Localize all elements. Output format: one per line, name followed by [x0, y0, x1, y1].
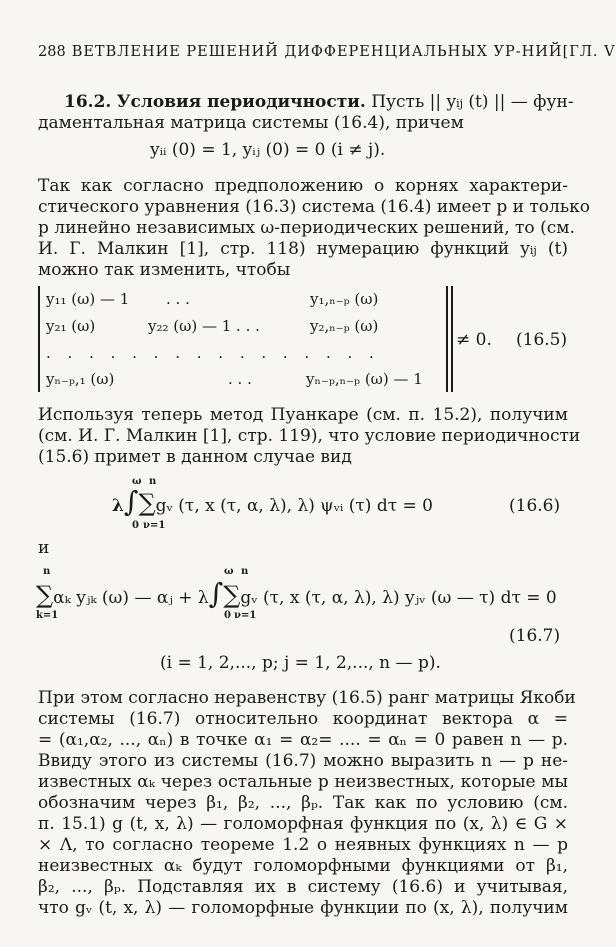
- section-lead: Пусть || y: [371, 92, 457, 112]
- integral-sign: ∫: [123, 485, 139, 518]
- text-line: что gᵥ (t, x, λ) — голоморфные функции по (x, λ), получим: [38, 898, 568, 918]
- text-line: обозначим через β₁, β₂, ..., βₚ. Так как по условию (см.: [38, 793, 568, 813]
- matrix-cell: y₂₂ (ω) — 1 . . .: [148, 317, 260, 335]
- text-line: p линейно независимых ω-периодических решений, то (см.: [38, 218, 575, 238]
- sum-lower-limit: k=1: [36, 610, 59, 621]
- text-line: = (α₁,α₂, ..., αₙ) в точке α₁ = α₂= .... = αₙ = 0 равен n — p.: [38, 730, 568, 750]
- determinant-right-bar-2: [451, 286, 453, 392]
- text-line: × Λ, то согласно теореме 1.2 о неявных функциях n — p: [38, 835, 568, 855]
- integral-upper-limit: ω: [132, 476, 142, 487]
- text-line: даментальная матрица системы (16.4), причем: [38, 113, 464, 133]
- equation-right: gᵥ (τ, x (τ, α, λ), λ) yⱼᵥ (ω — τ) dτ = 0: [240, 588, 557, 608]
- page-number: 288: [38, 44, 66, 60]
- matrix-cell: y₁₁ (ω) — 1: [46, 290, 130, 308]
- text-line: стического уравнения (16.3) система (16.4) имеет p и только: [38, 197, 590, 217]
- text-line: (см. И. Г. Малкин [1], стр. 119), что условие периодичности: [38, 426, 581, 446]
- text-line: неизвестных αₖ будут голоморфными функциями от β₁,: [38, 856, 568, 876]
- equation-left: αₖ yⱼₖ (ω) — αⱼ + λ: [53, 588, 209, 608]
- matrix-dots-row: . . . . . . . . . . . . . . . .: [46, 344, 380, 362]
- sum-lower-limit: ν=1: [234, 610, 257, 621]
- chapter-ref: [ГЛ. V: [562, 44, 616, 60]
- subscript-ij: ij: [529, 244, 537, 257]
- text-fragment: И. Г. Малкин [1], стр. 118) нумерацию функций y: [38, 239, 530, 259]
- matrix-cell: yₙ₋ₚ,ₙ₋ₚ (ω) — 1: [306, 370, 423, 388]
- equation-body: [112, 485, 433, 518]
- integral-sign: ∫: [208, 577, 224, 610]
- text-line: И. Г. Малкин [1], стр. 118) нумерацию функций yij (t): [38, 239, 568, 259]
- text-line: можно так изменить, чтобы: [38, 260, 291, 280]
- text-line: Так как согласно предположению о корнях характери-: [38, 176, 568, 196]
- equation-expression: gᵥ (τ, x (τ, α, λ), λ) ψᵥᵢ (τ) dτ = 0: [155, 496, 433, 516]
- text-line: системы (16.7) относительно координат вектора α =: [38, 709, 568, 729]
- determinant-not-zero: ≠ 0.: [456, 330, 492, 350]
- text-line: п. 15.1) g (t, x, λ) — голоморфная функция по (x, λ) ∈ G ×: [38, 814, 568, 834]
- sum-lower-limit: ν=1: [143, 520, 166, 531]
- text-line: (15.6) примет в данном случае вид: [38, 447, 352, 467]
- text-line: Ввиду этого из системы (16.7) можно выразить n — p не-: [38, 751, 568, 771]
- equation-body: [36, 577, 557, 610]
- matrix-cell: y₁,ₙ₋ₚ (ω): [310, 290, 379, 308]
- running-header: [38, 44, 616, 60]
- matrix-cell: . . .: [166, 290, 190, 308]
- equation-index-range: (i = 1, 2,..., p; j = 1, 2,..., n — p).: [160, 653, 441, 673]
- section-number: 16.2.: [64, 92, 112, 112]
- equation-label: (16.6): [509, 496, 561, 516]
- text-line: β₂, ..., βₚ. Подставляя их в систему (16.6) и учитывая,: [38, 877, 568, 897]
- lambda-symbol: λ: [112, 496, 124, 516]
- text-line: При этом согласно неравенству (16.5) ранг матрицы Якоби: [38, 688, 576, 708]
- section-lead-rest: (t) || — фун-: [463, 92, 574, 112]
- section-title: Условия периодичности.: [116, 92, 366, 112]
- integral-lower-limit: 0: [224, 610, 231, 621]
- matrix-cell: . . .: [228, 370, 252, 388]
- integral-upper-limit: ω: [224, 566, 234, 577]
- determinant-16-5: [38, 286, 568, 398]
- determinant-left-bar: [38, 286, 40, 392]
- sum-sign: ∑: [138, 489, 156, 517]
- matrix-cell: yₙ₋ₚ,₁ (ω): [46, 370, 115, 388]
- running-title: ВЕТВЛЕНИЕ РЕШЕНИЙ ДИФФЕРЕНЦИАЛЬНЫХ УР-НИЙ: [71, 44, 563, 60]
- section-heading-line: [64, 92, 574, 114]
- equation-label: (16.5): [516, 330, 568, 350]
- equation-initial-conditions: yᵢᵢ (0) = 1, yᵢⱼ (0) = 0 (i ≠ j).: [150, 140, 386, 160]
- matrix-cell: y₂,ₙ₋ₚ (ω): [310, 317, 379, 335]
- subscript-ij: ij: [456, 97, 464, 110]
- sum-sign: ∑: [36, 581, 54, 609]
- sum-upper-limit: n: [241, 566, 249, 577]
- text-line: Используя теперь метод Пуанкаре (см. п. 15.2), получим: [38, 405, 568, 425]
- sum-upper-limit: n: [149, 476, 157, 487]
- text-line: и: [38, 538, 50, 558]
- sum-upper-limit: n: [43, 566, 51, 577]
- sum-sign: ∑: [223, 581, 241, 609]
- integral-lower-limit: 0: [132, 520, 139, 531]
- equation-label: (16.7): [509, 626, 561, 646]
- text-line: известных αₖ через остальные p неизвестных, которые мы: [38, 772, 568, 792]
- matrix-cell: y₂₁ (ω): [46, 317, 96, 335]
- determinant-right-bar: [446, 286, 448, 392]
